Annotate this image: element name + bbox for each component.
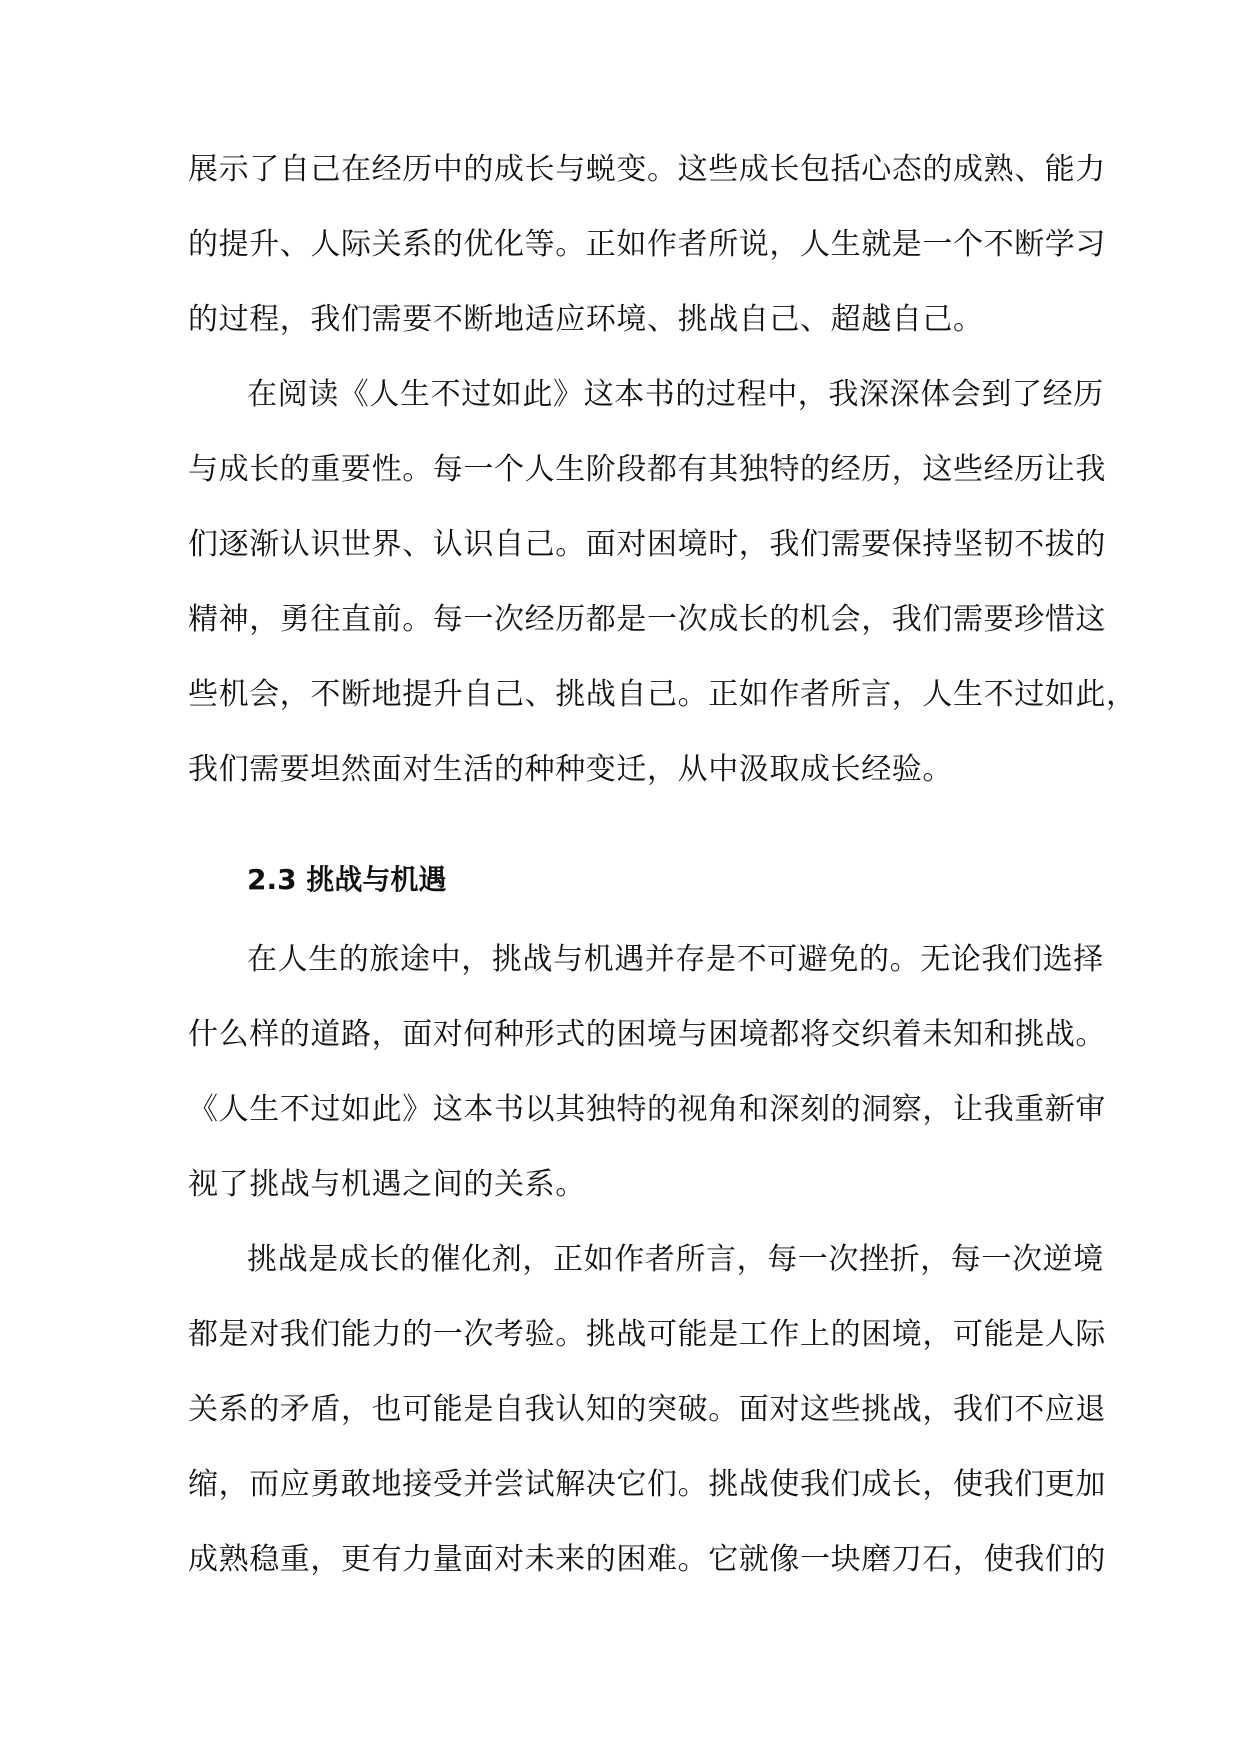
paragraph-line: 挑战是成长的催化剂，正如作者所言，每一次挫折，每一次逆境 <box>247 1242 1104 1277</box>
paragraph-line: 些机会，不断地提升自己、挑战自己。正如作者所言，人生不过如此， <box>188 677 1137 712</box>
paragraph-line: 缩，而应勇敢地接受并尝试解决它们。挑战使我们成长，使我们更加 <box>188 1467 1106 1502</box>
paragraph-line: 们逐渐认识世界、认识自己。面对困境时，我们需要保持坚韧不拔的 <box>188 527 1106 562</box>
paragraph-line: 在阅读《人生不过如此》这本书的过程中，我深深体会到了经历 <box>247 377 1104 412</box>
paragraph-line: 的提升、人际关系的优化等。正如作者所说，人生就是一个不断学习 <box>188 227 1106 262</box>
paragraph-line: 都是对我们能力的一次考验。挑战可能是工作上的困境，可能是人际 <box>188 1317 1106 1352</box>
paragraph-line: 的过程，我们需要不断地适应环境、挑战自己、超越自己。 <box>188 302 984 337</box>
paragraph-line: 视了挑战与机遇之间的关系。 <box>188 1167 586 1202</box>
paragraph-line: 关系的矛盾，也可能是自我认知的突破。面对这些挑战，我们不应退 <box>188 1392 1106 1427</box>
paragraph-line: 成熟稳重，更有力量面对未来的困难。它就像一块磨刀石，使我们的 <box>188 1542 1106 1577</box>
paragraph-line: 精神，勇往直前。每一次经历都是一次成长的机会，我们需要珍惜这 <box>188 602 1106 637</box>
paragraph-line: 什么样的道路，面对何种形式的困境与困境都将交织着未知和挑战。 <box>188 1017 1106 1052</box>
section-heading: 2.3 挑战与机遇 <box>247 863 447 896</box>
paragraph-line: 《人生不过如此》这本书以其独特的视角和深刻的洞察，让我重新审 <box>188 1092 1106 1127</box>
paragraph-line: 展示了自己在经历中的成长与蜕变。这些成长包括心态的成熟、能力 <box>188 152 1106 187</box>
paragraph-line: 在人生的旅途中，挑战与机遇并存是不可避免的。无论我们选择 <box>247 942 1104 977</box>
paragraph-line: 与成长的重要性。每一个人生阶段都有其独特的经历，这些经历让我 <box>188 452 1106 487</box>
paragraph-line: 我们需要坦然面对生活的种种变迁，从中汲取成长经验。 <box>188 752 953 787</box>
